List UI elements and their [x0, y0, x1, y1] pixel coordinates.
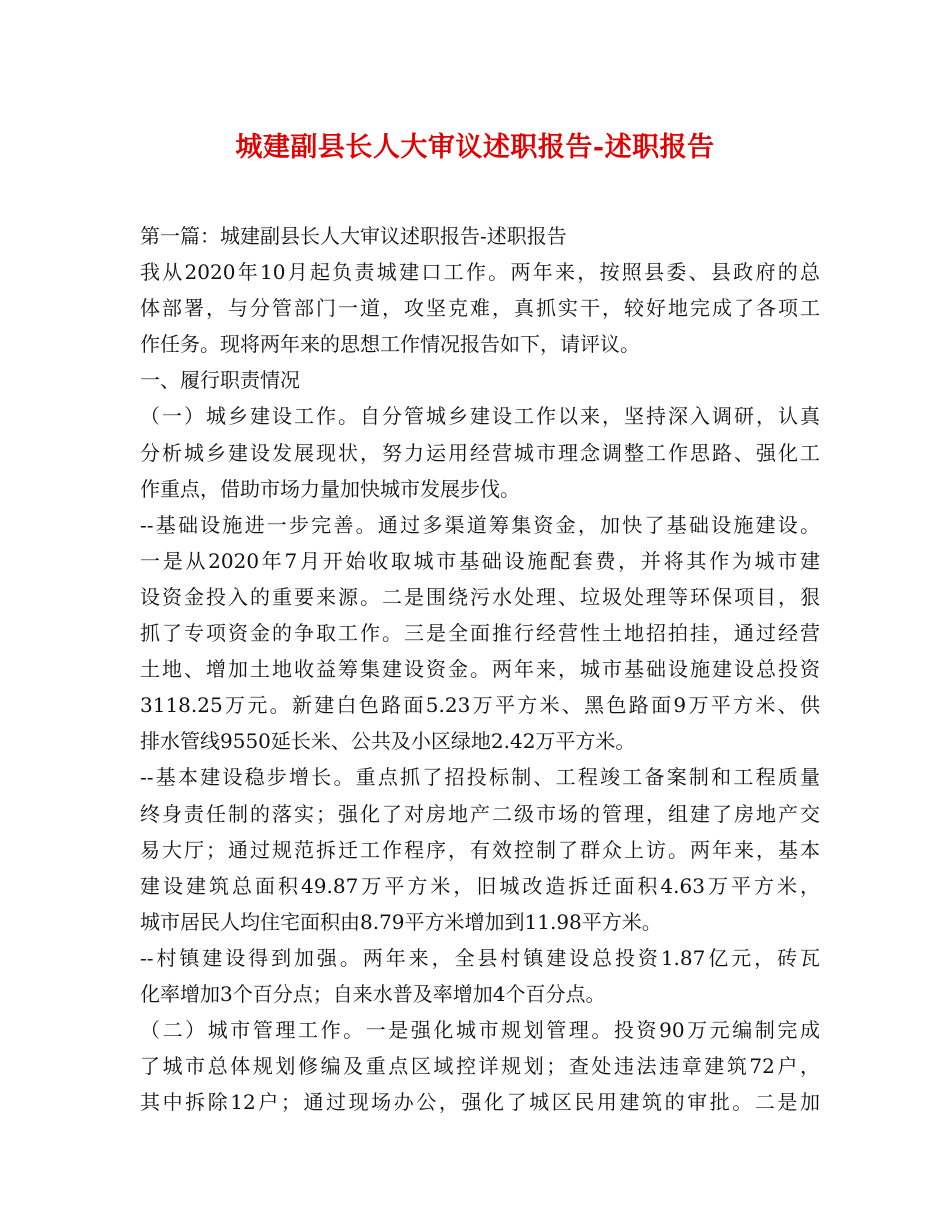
body-line: 一、履行职责情况 [140, 368, 300, 393]
body-line: 第一篇：城建副县长人大审议述职报告-述职报告 [140, 224, 567, 248]
body-line: 3118.25万元。新建白色路面5.23万平方米、黑色路面9万平方米、供 [140, 693, 820, 718]
body-line: 建设建筑总面积49.87万平方米，旧城改造拆迁面积4.63万平方米， [140, 873, 820, 898]
body-line: 排水管线9550延长米、公共及小区绿地2.42万平方米。 [140, 729, 636, 754]
body-line: 化率增加3个百分点；自来水普及率增加4个百分点。 [140, 981, 606, 1006]
body-line: --基本建设稳步增长。重点抓了招投标制、工程竣工备案制和工程质量 [140, 765, 820, 790]
body-line: 一是从2020年7月开始收取城市基础设施配套费，并将其作为城市建 [140, 548, 820, 573]
body-line: 分析城乡建设发展现状，努力运用经营城市理念调整工作思路、强化工 [140, 440, 820, 465]
document-body [140, 218, 820, 1120]
body-line: 了城市总体规划修编及重点区域控详规划；查处违法违章建筑72户， [140, 1054, 820, 1079]
body-line: 我从2020年10月起负责城建口工作。两年来，按照县委、县政府的总 [140, 260, 820, 285]
body-line: （二）城市管理工作。一是强化城市规划管理。投资90万元编制完成 [140, 1018, 820, 1043]
body-line: --村镇建设得到加强。两年来，全县村镇建设总投资1.87亿元，砖瓦 [140, 945, 820, 970]
body-line: 体部署，与分管部门一道，攻坚克难，真抓实干，较好地完成了各项工 [140, 296, 820, 321]
document-title: 城建副县长人大审议述职报告-述职报告 [235, 132, 715, 163]
body-line: 作重点，借助市场力量加快城市发展步伐。 [140, 476, 520, 501]
body-line: 其中拆除12户；通过现场办公，强化了城区民用建筑的审批。二是加 [140, 1090, 820, 1115]
body-line: 作任务。现将两年来的思想工作情况报告如下，请评议。 [140, 332, 640, 357]
body-line: 土地、增加土地收益筹集建设资金。两年来，城市基础设施建设总投资 [140, 657, 820, 682]
body-line: 抓了专项资金的争取工作。三是全面推行经营性土地招拍挂，通过经营 [140, 621, 820, 646]
body-line: --基础设施进一步完善。通过多渠道筹集资金，加快了基础设施建设。 [140, 512, 820, 537]
body-line: 城市居民人均住宅面积由8.79平方米增加到11.98平方米。 [140, 909, 662, 934]
body-line: 易大厅；通过规范拆迁工作程序，有效控制了群众上访。两年来，基本 [140, 837, 820, 862]
body-line: （一）城乡建设工作。自分管城乡建设工作以来，坚持深入调研，认真 [140, 404, 820, 429]
body-line: 设资金投入的重要来源。二是围绕污水处理、垃圾处理等环保项目，狠 [140, 584, 820, 609]
body-line: 终身责任制的落实；强化了对房地产二级市场的管理，组建了房地产交 [140, 801, 820, 826]
